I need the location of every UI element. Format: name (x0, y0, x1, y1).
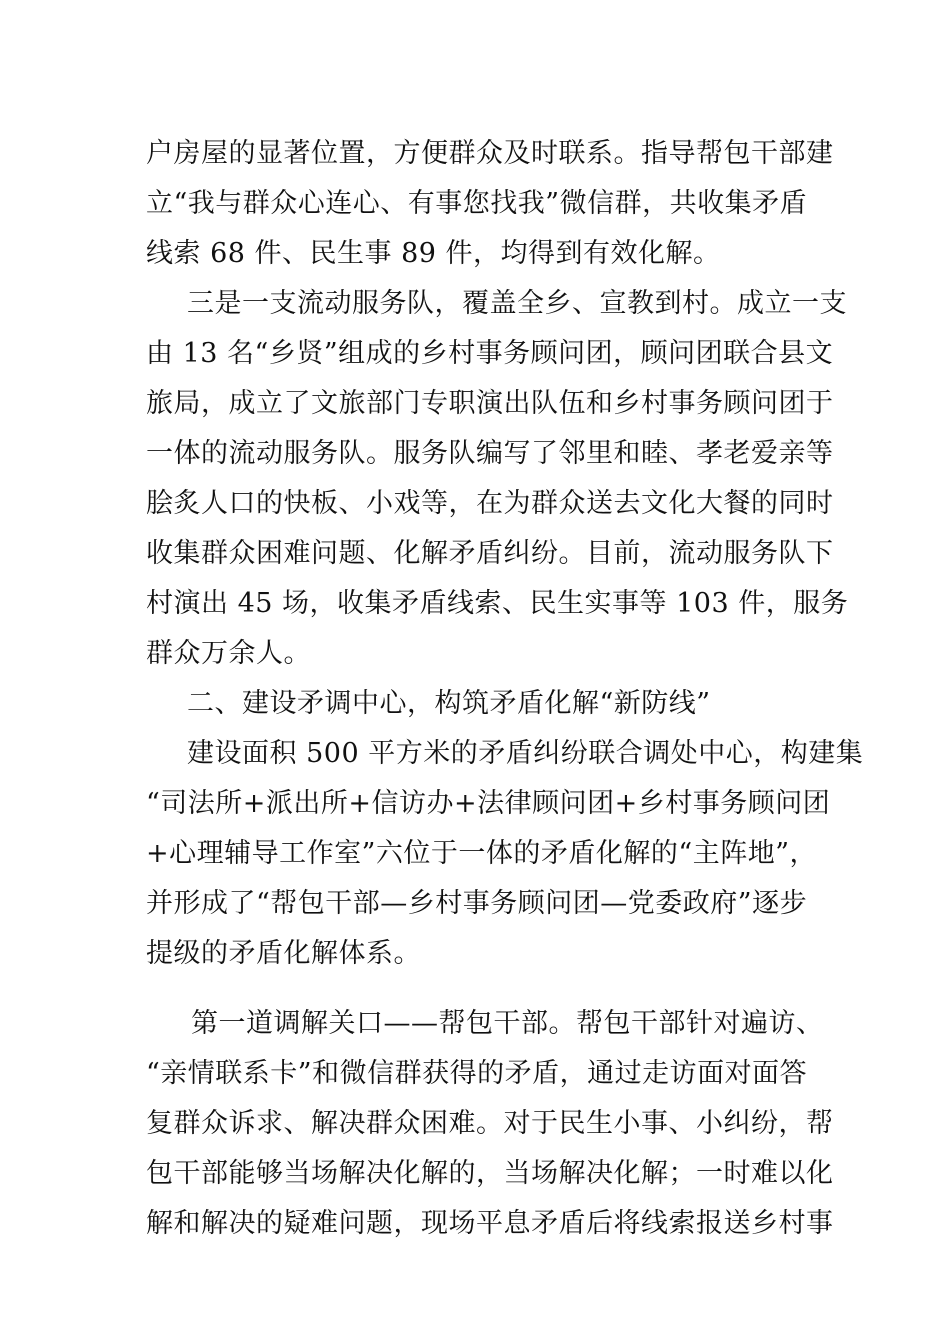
paragraph-first-line: 三是一支流动服务队，覆盖全乡、宣教到村。成立一支 (187, 288, 847, 319)
paragraph-first-line: 第一道调解关口——帮包干部。帮包干部针对遍访、 (191, 1008, 824, 1039)
text-line: 立“我与群众心连心、有事您找我”微信群，共收集矛盾 (146, 188, 808, 219)
text-line: 由 13 名“乡贤”组成的乡村事务顾问团，顾问团联合县文 (146, 338, 834, 369)
text-line: +心理辅导工作室”六位于一体的矛盾化解的“主阵地”， (146, 838, 818, 869)
text-line: 户房屋的显著位置，方便群众及时联系。指导帮包干部建 (146, 138, 834, 169)
text-line: 提级的矛盾化解体系。 (146, 938, 421, 969)
text-line: 群众万余人。 (146, 638, 311, 669)
text-line: 一体的流动服务队。服务队编写了邻里和睦、孝老爱亲等 (146, 438, 834, 469)
text-line: 解和解决的疑难问题，现场平息矛盾后将线索报送乡村事 (146, 1208, 834, 1239)
section-heading: 二、建设矛调中心，构筑矛盾化解“新防线” (187, 688, 711, 719)
text-line: “司法所+派出所+信访办+法律顾问团+乡村事务顾问团 (146, 788, 831, 819)
text-line: 村演出 45 场，收集矛盾线索、民生实事等 103 件，服务 (146, 588, 849, 619)
text-line: 并形成了“帮包干部—乡村事务顾问团—党委政府”逐步 (146, 888, 808, 919)
paragraph-first-line: 建设面积 500 平方米的矛盾纠纷联合调处中心，构建集 (187, 738, 864, 769)
text-line: 包干部能够当场解决化解的，当场解决化解；一时难以化 (146, 1158, 834, 1189)
text-line: 线索 68 件、民生事 89 件，均得到有效化解。 (146, 238, 721, 269)
text-line: “亲情联系卡”和微信群获得的矛盾，通过走访面对面答 (146, 1058, 808, 1089)
text-line: 收集群众困难问题、化解矛盾纠纷。目前，流动服务队下 (146, 538, 834, 569)
text-line: 复群众诉求、解决群众困难。对于民生小事、小纠纷，帮 (146, 1108, 834, 1139)
text-line: 脍炙人口的快板、小戏等，在为群众送去文化大餐的同时 (146, 488, 834, 519)
text-line: 旅局，成立了文旅部门专职演出队伍和乡村事务顾问团于 (146, 388, 834, 419)
